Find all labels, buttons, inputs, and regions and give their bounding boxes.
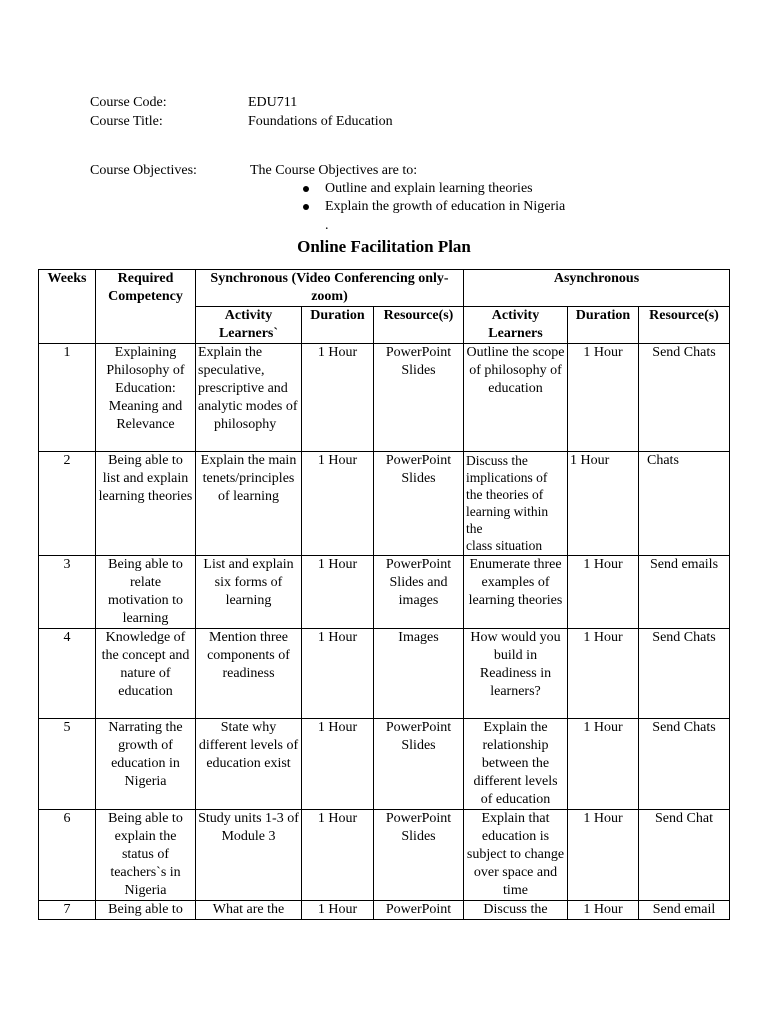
cell-sync-resources: PowerPoint — [374, 901, 464, 920]
table-row — [39, 344, 730, 452]
cell-week: 6 — [39, 810, 96, 901]
cell-async-duration: 1 Hour — [568, 452, 639, 556]
cell-async-resources: Send Chats — [639, 719, 730, 810]
cell-sync-activity: What are the — [196, 901, 302, 920]
cell-async-activity: How would you build in Readiness in learners? — [464, 629, 568, 719]
cell-async-activity: Explain that education is subject to change over space and time — [464, 810, 568, 901]
cell-sync-activity: State why different levels of education exist — [196, 719, 302, 810]
course-objectives-label: Course Objectives: — [90, 163, 197, 178]
header-sync-activity: Activity Learners` — [196, 307, 302, 344]
cell-async-duration: 1 Hour — [568, 810, 639, 901]
cell-week: 1 — [39, 344, 96, 452]
cell-sync-activity: Mention three components of readiness — [196, 629, 302, 719]
course-code-label: Course Code: — [90, 95, 167, 110]
cell-sync-resources: PowerPoint Slides — [374, 344, 464, 452]
cell-week: 5 — [39, 719, 96, 810]
cell-week: 3 — [39, 556, 96, 629]
cell-async-resources: Send Chats — [639, 344, 730, 452]
cell-sync-resources: PowerPoint Slides — [374, 810, 464, 901]
cell-competency: Being able to relate motivation to learning — [96, 556, 196, 629]
cell-sync-activity-tail: philosophy — [214, 417, 277, 432]
header-asynchronous: Asynchronous — [464, 270, 730, 307]
cell-competency: Being able to explain the status of teachers`s in Nigeria — [96, 810, 196, 901]
cell-competency: Being able to — [96, 901, 196, 920]
cell-sync-activity-text: Explain the speculative, prescriptive and analytic modes of — [198, 345, 298, 414]
header-weeks: Weeks — [39, 270, 96, 344]
objectives-trailing-dot: . — [325, 218, 329, 233]
plan-title: Online Facilitation Plan — [297, 237, 471, 256]
cell-async-activity — [464, 452, 568, 556]
objectives-list — [325, 180, 565, 216]
cell-async-resources: Send Chat — [639, 810, 730, 901]
cell-sync-duration: 1 Hour — [302, 556, 374, 629]
table-row — [39, 901, 730, 920]
cell-sync-duration: 1 Hour — [302, 452, 374, 556]
cell-sync-duration: 1 Hour — [302, 719, 374, 810]
cell-async-activity-text: Discuss the implications of the theories of learning within the — [466, 453, 549, 536]
cell-sync-duration: 1 Hour — [302, 810, 374, 901]
cell-async-resources: Send email — [639, 901, 730, 920]
cell-sync-activity: Study units 1-3 of Module 3 — [196, 810, 302, 901]
cell-async-resources: Send emails — [639, 556, 730, 629]
course-objectives-intro: The Course Objectives are to: — [250, 163, 418, 178]
header-sync-resources: Resource(s) — [374, 307, 464, 344]
course-code-value: EDU711 — [248, 95, 298, 110]
header-async-activity: Activity Learners — [464, 307, 568, 344]
cell-sync-duration: 1 Hour — [302, 629, 374, 719]
course-title-value: Foundations of Education — [248, 114, 393, 129]
facilitation-plan-table — [38, 269, 730, 920]
table-row — [39, 810, 730, 901]
objective-item: Outline and explain learning theories — [325, 180, 565, 198]
cell-competency: Narrating the growth of education in Nigeria — [96, 719, 196, 810]
cell-sync-resources: PowerPoint Slides and images — [374, 556, 464, 629]
cell-competency: Being able to list and explain learning theories — [96, 452, 196, 556]
cell-sync-activity: Explain the main tenets/principles of learning — [196, 452, 302, 556]
cell-async-duration: 1 Hour — [568, 719, 639, 810]
cell-sync-resources: PowerPoint Slides — [374, 452, 464, 556]
table-row — [39, 719, 730, 810]
cell-async-resources: Send Chats — [639, 629, 730, 719]
cell-async-activity-tail: class situation — [466, 538, 543, 553]
cell-week: 7 — [39, 901, 96, 920]
cell-async-duration: 1 Hour — [568, 629, 639, 719]
header-synchronous: Synchronous (Video Conferencing only-zoom) — [196, 270, 464, 307]
cell-sync-duration: 1 Hour — [302, 901, 374, 920]
cell-competency: Knowledge of the concept and nature of education — [96, 629, 196, 719]
cell-async-activity: Outline the scope of philosophy of education — [464, 344, 568, 452]
cell-sync-duration: 1 Hour — [302, 344, 374, 452]
header-async-duration: Duration — [568, 307, 639, 344]
cell-async-activity: Enumerate three examples of learning theories — [464, 556, 568, 629]
table-header-row — [39, 270, 730, 307]
header-async-resources: Resource(s) — [639, 307, 730, 344]
table-row — [39, 556, 730, 629]
cell-sync-resources: PowerPoint Slides — [374, 719, 464, 810]
objective-item: Explain the growth of education in Nigeria — [325, 199, 566, 214]
cell-sync-resources: Images — [374, 629, 464, 719]
table-row — [39, 629, 730, 719]
course-title-label: Course Title: — [90, 114, 163, 129]
header-sync-duration: Duration — [302, 307, 374, 344]
cell-async-duration: 1 Hour — [568, 344, 639, 452]
header-competency: Required Competency — [96, 270, 196, 344]
cell-async-duration: 1 Hour — [568, 556, 639, 629]
cell-week: 2 — [39, 452, 96, 556]
cell-sync-activity: List and explain six forms of learning — [196, 556, 302, 629]
cell-async-resources: Chats — [639, 452, 730, 556]
cell-async-activity: Explain the relationship between the different levels of education — [464, 719, 568, 810]
table-row — [39, 452, 730, 556]
cell-week: 4 — [39, 629, 96, 719]
cell-async-duration: 1 Hour — [568, 901, 639, 920]
cell-sync-activity — [196, 344, 302, 452]
cell-async-activity: Discuss the — [464, 901, 568, 920]
cell-competency: Explaining Philosophy of Education: Meaning and Relevance — [96, 344, 196, 452]
